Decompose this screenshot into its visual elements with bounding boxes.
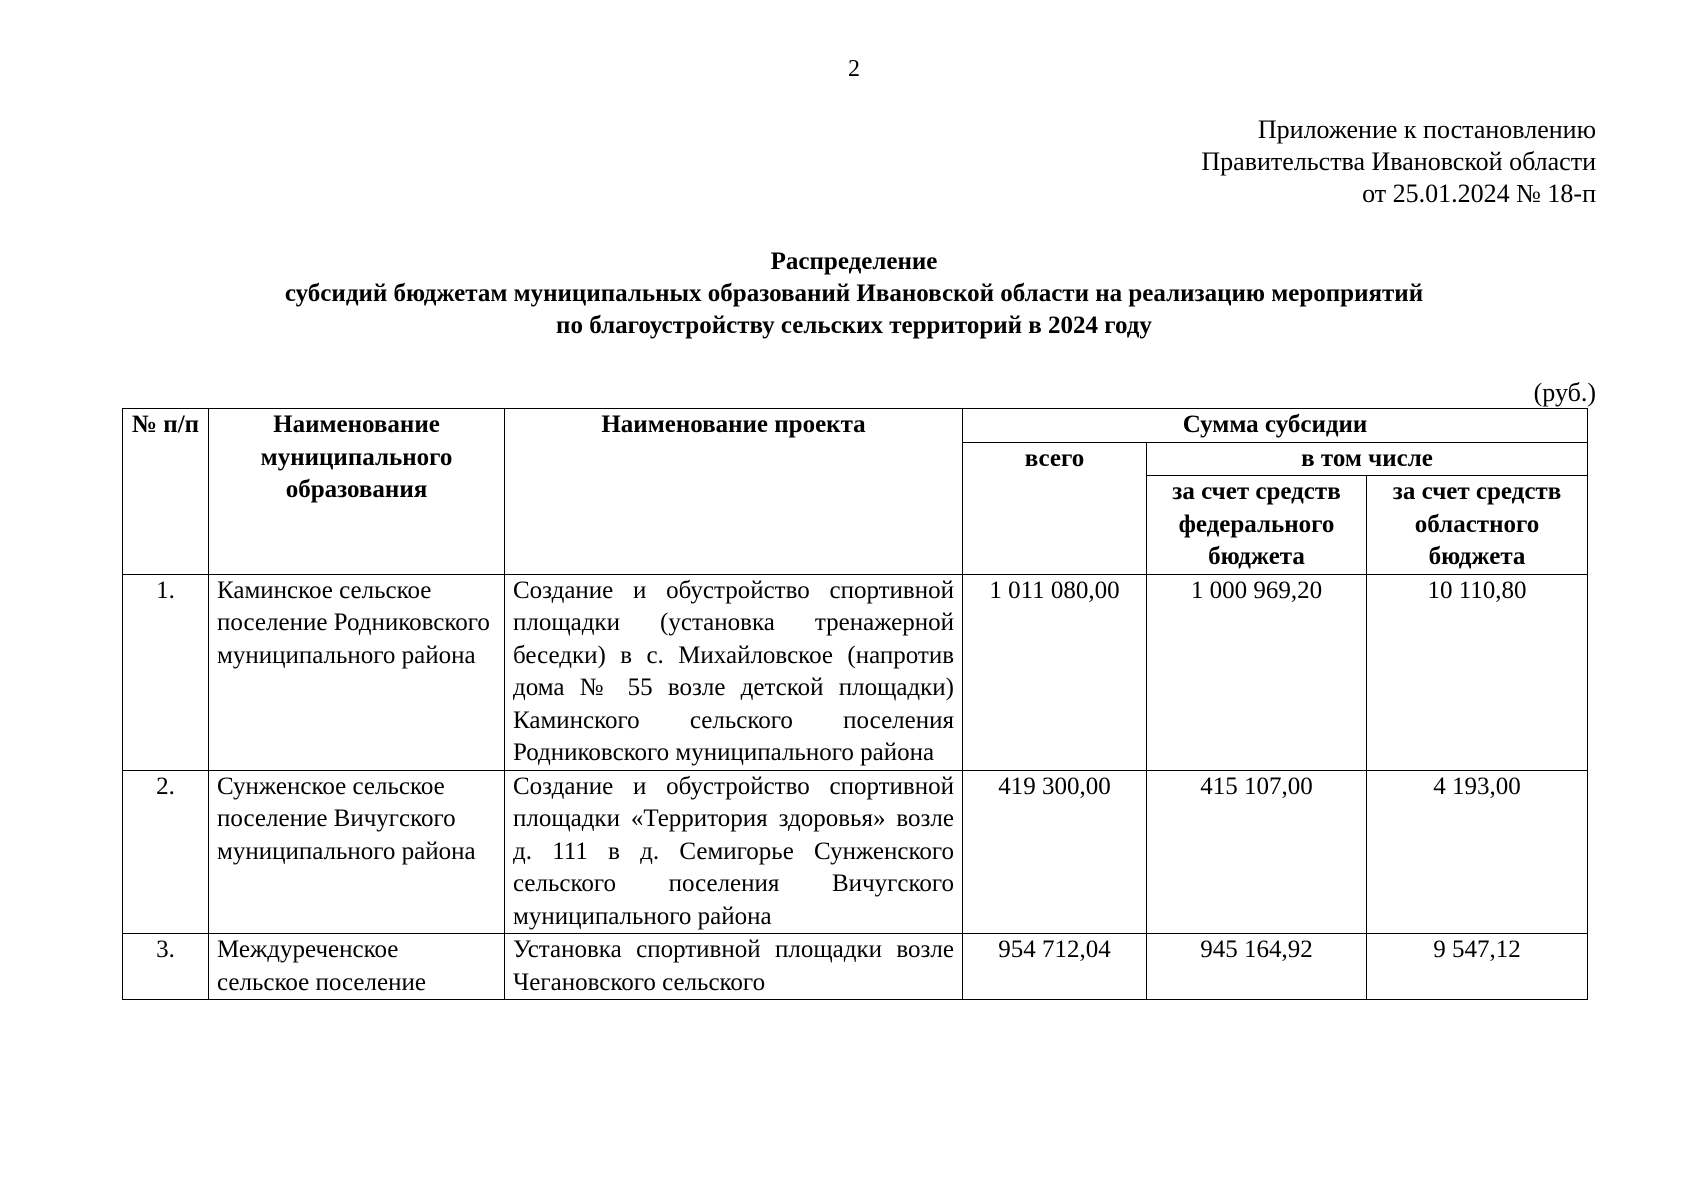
table-row	[123, 770, 1588, 934]
header-municipality: Наименование муниципального образования	[209, 409, 505, 575]
cell-municipality: Каминское сельское поселение Родниковского муниципального района	[209, 574, 505, 770]
header-federal: за счет средств федерального бюджета	[1147, 476, 1367, 575]
appendix-line-1: Приложение к постановлению	[1257, 115, 1596, 144]
header-regional: за счет средств областного бюджета	[1367, 476, 1588, 575]
cell-num: 2.	[123, 770, 209, 934]
table-row	[123, 574, 1588, 770]
header-num: № п/п	[123, 409, 209, 575]
currency-unit: (руб.)	[1533, 378, 1596, 407]
cell-regional: 4 193,00	[1367, 770, 1588, 934]
cell-total: 419 300,00	[963, 770, 1147, 934]
cell-project: Создание и обустройство спортивной площадки (установка тренажерной беседки) в с. Михайловское (напротив дома № 55 возле детской площадки) Каминского сельского поселения Родниковского муниципального района	[505, 574, 963, 770]
subsidy-table	[122, 408, 1588, 1000]
header-subsidy-sum: Сумма субсидии	[963, 409, 1588, 443]
cell-num: 3.	[123, 934, 209, 1000]
header-total: всего	[963, 442, 1147, 574]
header-project: Наименование проекта	[505, 409, 963, 575]
title-line-3: по благоустройству сельских территорий в 2024 году	[556, 312, 1152, 339]
table-row	[123, 934, 1588, 1000]
header-row-1	[123, 409, 1588, 443]
cell-federal: 1 000 969,20	[1147, 574, 1367, 770]
appendix-block	[1201, 114, 1596, 210]
cell-federal: 415 107,00	[1147, 770, 1367, 934]
cell-total: 1 011 080,00	[963, 574, 1147, 770]
header-including: в том числе	[1147, 442, 1588, 476]
page-number: 2	[848, 56, 860, 82]
appendix-line-3: от 25.01.2024 № 18-п	[1362, 179, 1596, 208]
document-title	[0, 246, 1697, 342]
cell-project: Установка спортивной площадки возле Чегановского сельского	[505, 934, 963, 1000]
cell-municipality: Сунженское сельское поселение Вичугского муниципального района	[209, 770, 505, 934]
cell-regional: 9 547,12	[1367, 934, 1588, 1000]
cell-regional: 10 110,80	[1367, 574, 1588, 770]
cell-total: 954 712,04	[963, 934, 1147, 1000]
cell-federal: 945 164,92	[1147, 934, 1367, 1000]
cell-municipality: Междуреченское сельское поселение	[209, 934, 505, 1000]
title-line-2: субсидий бюджетам муниципальных образований Ивановской области на реализацию мероприятий	[284, 280, 1424, 307]
appendix-line-2: Правительства Ивановской области	[1201, 147, 1596, 176]
cell-project: Создание и обустройство спортивной площадки «Территория здоровья» возле д. 111 в д. Семигорье Сунженского сельского поселения Вичугского муниципального района	[505, 770, 963, 934]
cell-num: 1.	[123, 574, 209, 770]
title-line-1: Распределение	[770, 248, 938, 275]
